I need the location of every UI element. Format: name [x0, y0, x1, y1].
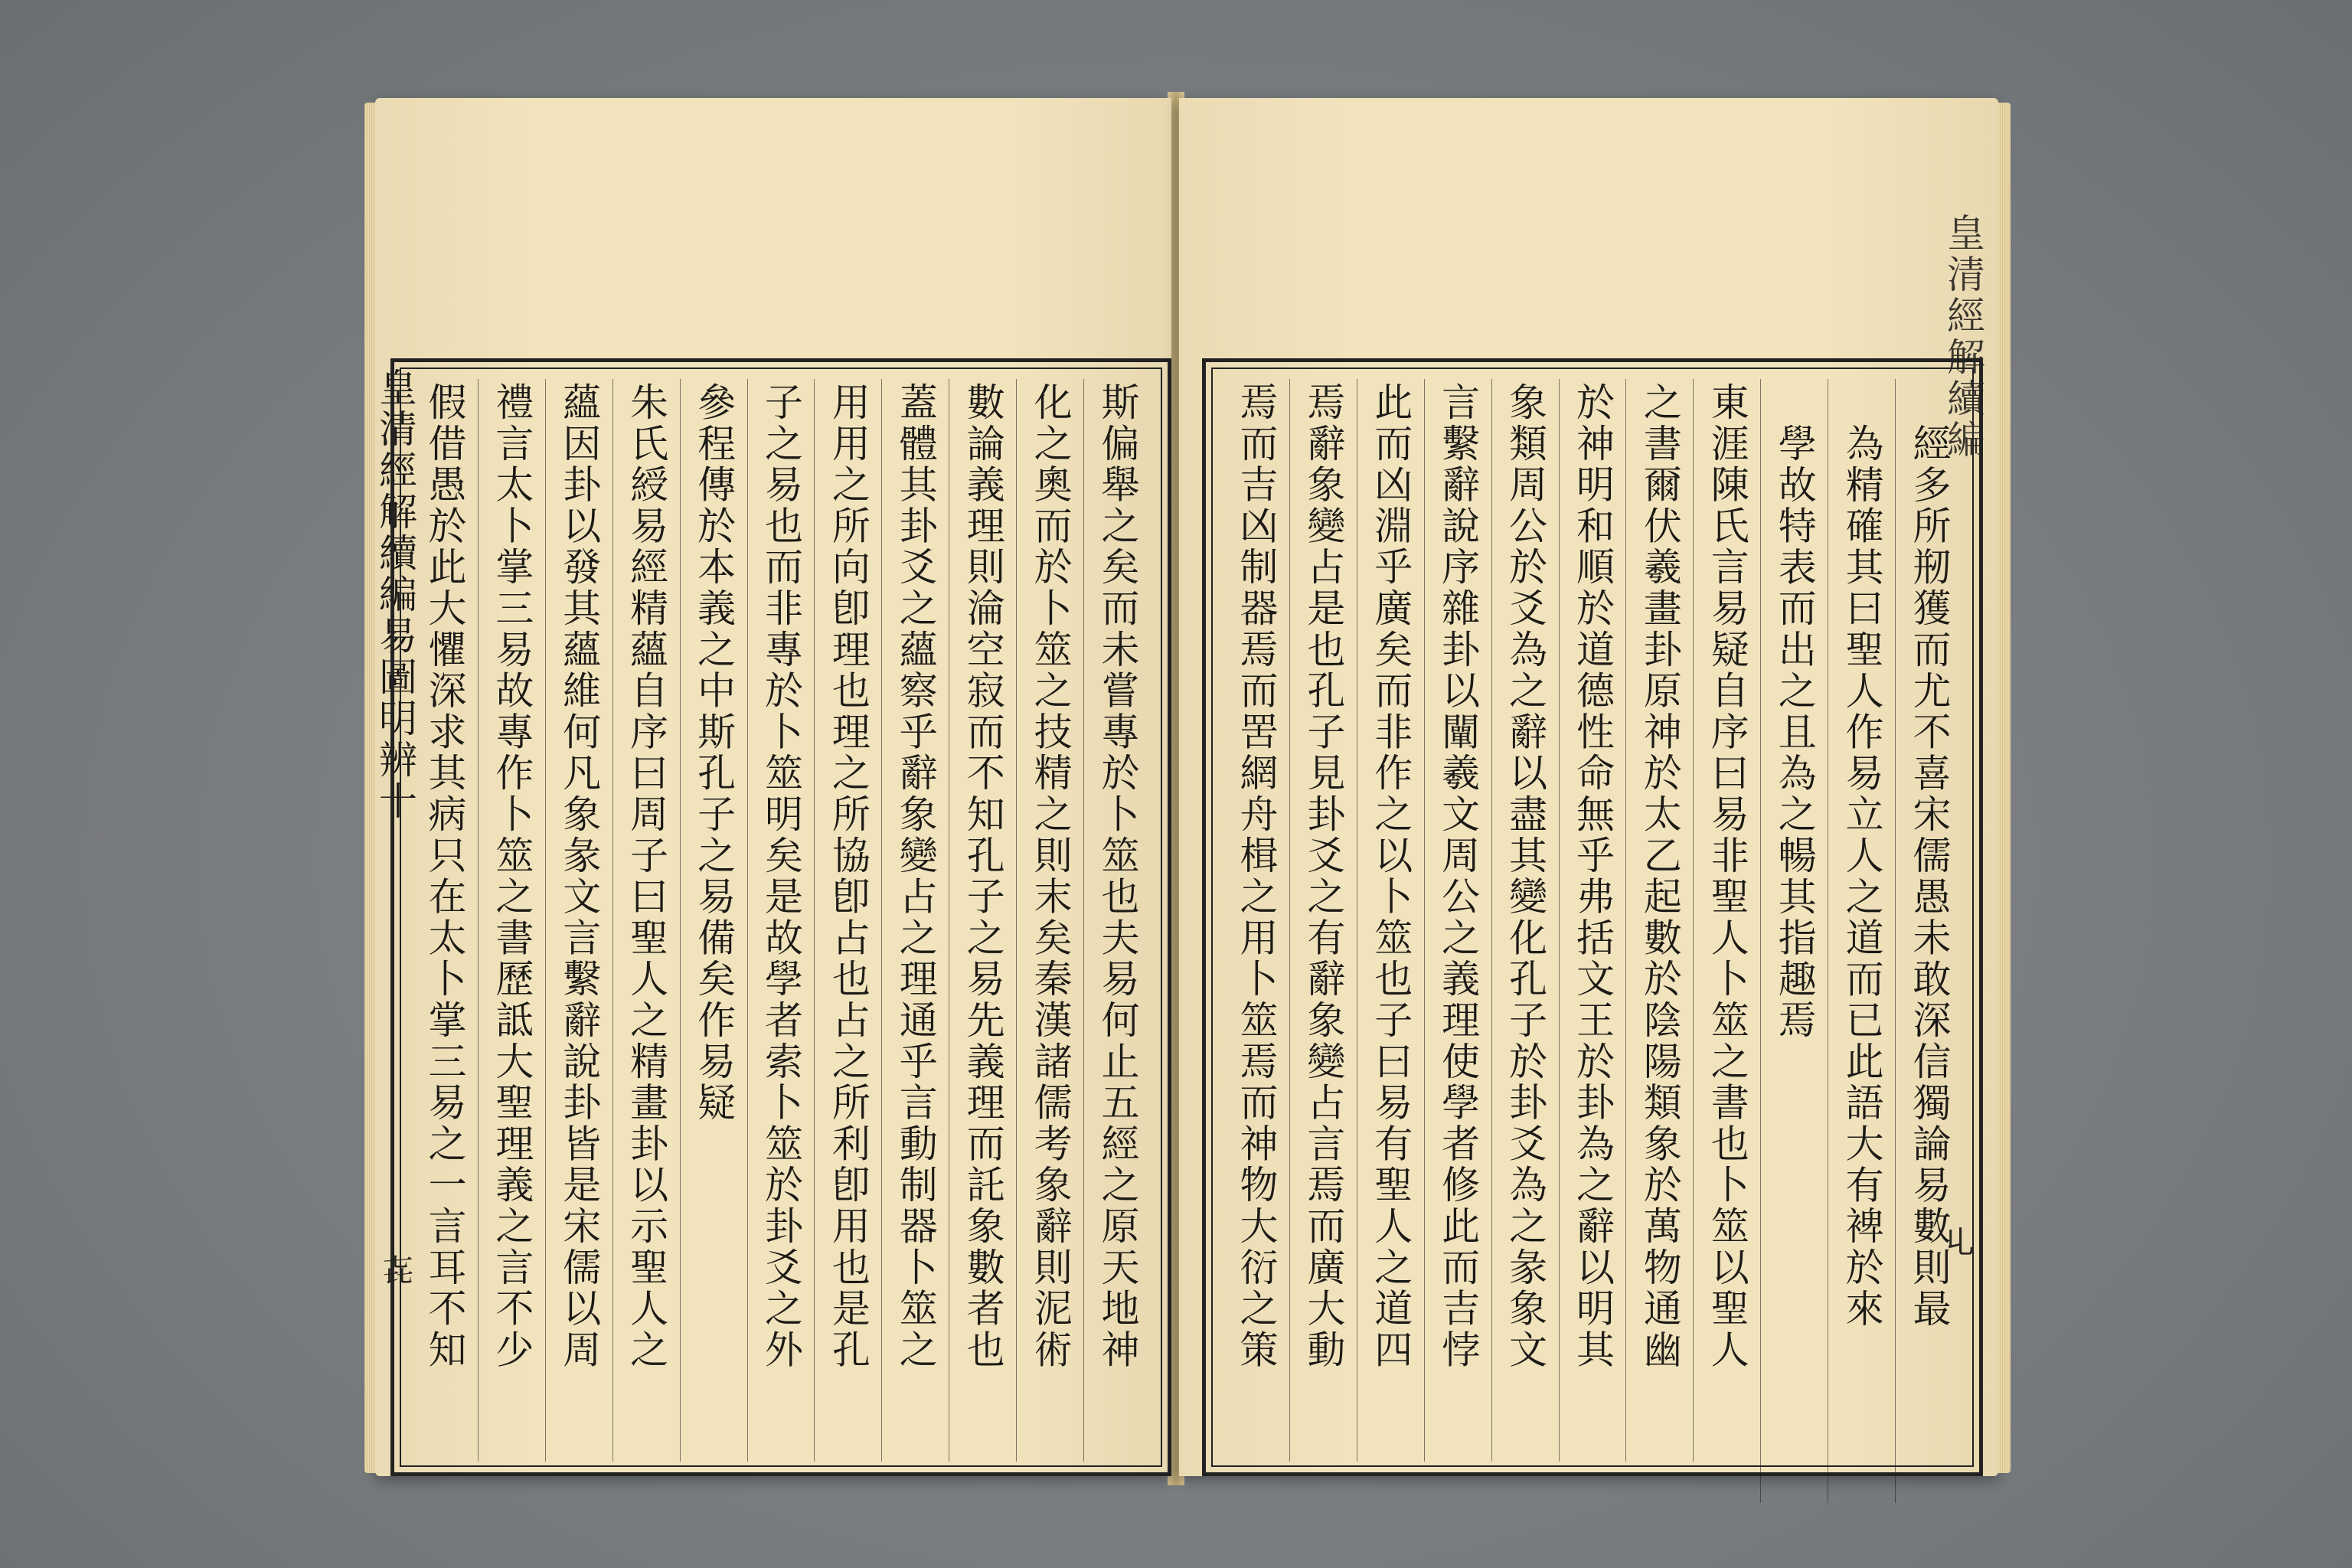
left-text-frame [390, 358, 1171, 1476]
text-column: 蓋體其卦爻之蘊察乎辭象變占之理通乎言動制器卜筮之 [881, 379, 949, 1462]
text-column: 禮言太卜掌三易故專作卜筮之書歷詆大聖理義之言不少 [478, 379, 545, 1462]
text-column: 數論義理則淪空寂而不知孔子之易先義理而託象數者也 [949, 379, 1016, 1462]
text-column: 為精確其曰聖人作易立人之道而已此語大有裨於來 [1828, 379, 1895, 1503]
text-column: 用用之所向卽理也理之所協卽占也占之所利卽用也是孔 [814, 379, 881, 1462]
right-folio-mark: 𠃏 [1945, 1225, 1975, 1260]
text-column: 焉而吉凶制器焉而罟網舟楫之用卜筮焉而神物大衍之策 [1233, 382, 1279, 1371]
text-column: 學故特表而出之且為之暢其指趣焉 [1760, 379, 1828, 1503]
left-folio-mark: 㐂 [383, 1253, 413, 1289]
right-margin-title: 皇清經解續編 [1941, 213, 1985, 461]
text-column: 子之易也而非專於卜筮明矣是故學者索卜筮於卦爻之外 [747, 379, 815, 1462]
text-column: 化之奧而於卜筮之技精之則末矣秦漢諸儒考象辭則泥術 [1016, 379, 1083, 1462]
text-column: 象類周公於爻為之辭以盡其變化孔子於卦爻為之彖象文 [1491, 379, 1559, 1462]
text-column: 朱氏綬易經精蘊自序曰周子曰聖人之精畫卦以示聖人之 [612, 379, 680, 1462]
text-column: 參程傳於本義之中斯孔子之易備矣作易疑 [680, 379, 747, 1462]
open-book [360, 92, 2006, 1485]
left-margin-title-text: 皇清經解續編 [373, 368, 417, 616]
text-column: 斯偏舉之矣而未嘗專於卜筮也夫易何止五經之原天地神 [1083, 379, 1151, 1462]
left-page [375, 98, 1171, 1476]
right-page [1179, 98, 1998, 1476]
text-column: 言繫辭說序雜卦以闡羲文周公之義理使學者修此而吉悖 [1424, 379, 1491, 1462]
text-column: 之書爾伏羲畫卦原神於太乙起數於陰陽類象於萬物通幽 [1625, 379, 1693, 1462]
right-page-edge [1998, 103, 2011, 1473]
text-column: 經多所剏獲而尤不喜宋儒愚未敢深信獨論易數則最 [1895, 379, 1962, 1503]
text-column: 假借愚於此大懼深求其病只在太卜掌三易之一言耳不知 [422, 382, 467, 1371]
text-column: 於神明和順於道德性命無乎弗括文王於卦為之辭以明其 [1559, 379, 1626, 1462]
text-column: 此而凶淵乎廣矣而非作之以卜筮也子曰易有聖人之道四 [1357, 379, 1424, 1462]
right-columns [1223, 379, 1962, 1455]
text-column: 東涯陳氏言易疑自序曰易非聖人卜筮之書也卜筮以聖人 [1693, 379, 1760, 1462]
left-columns [411, 379, 1151, 1455]
text-column: 焉辭象變占是也孔子見卦爻之有辭象變占言焉而廣大動 [1289, 379, 1357, 1462]
left-section-label: 易圖明辨十 [373, 616, 417, 822]
right-text-frame [1202, 358, 1983, 1476]
text-column: 蘊因卦以發其蘊維何凡象彖文言繫辭說卦皆是宋儒以周 [545, 379, 612, 1462]
